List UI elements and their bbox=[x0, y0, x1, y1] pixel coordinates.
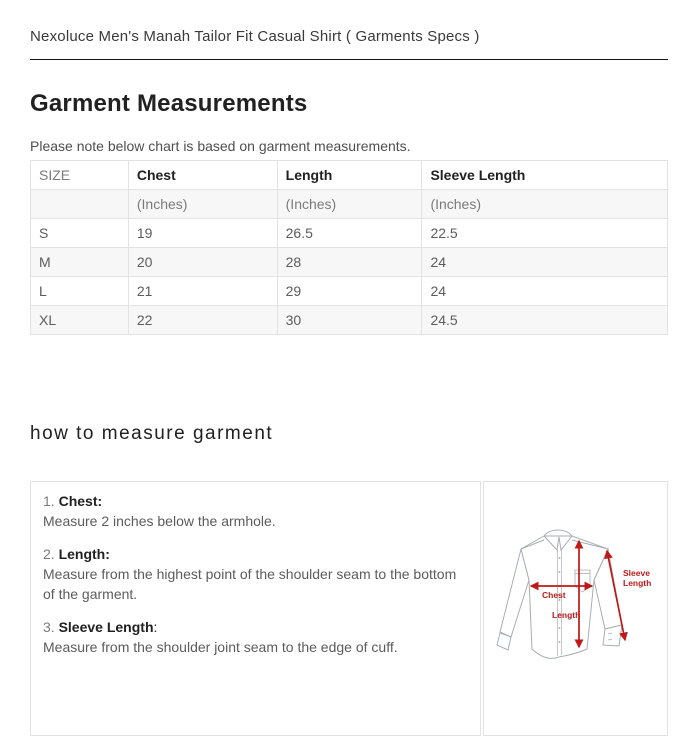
sleeve-cell: 24 bbox=[422, 248, 668, 277]
column-header-length: Length bbox=[277, 161, 422, 190]
table-units-row bbox=[31, 190, 668, 219]
table-row bbox=[31, 248, 668, 277]
size-chart-table bbox=[30, 160, 668, 335]
sleeve-arrow-label-line1: Sleeve bbox=[622, 568, 650, 578]
measurements-heading: Garment Measurements bbox=[30, 90, 308, 117]
instruction-step bbox=[43, 617, 468, 657]
step-description: Measure from the shoulder joint seam to the edge of cuff. bbox=[43, 639, 398, 655]
step-label: Length: bbox=[58, 546, 110, 562]
table-row bbox=[31, 219, 668, 248]
chest-cell: 20 bbox=[128, 248, 277, 277]
step-number: 1. bbox=[43, 493, 55, 509]
step-label: Sleeve Length bbox=[58, 619, 154, 635]
length-cell: 28 bbox=[277, 248, 422, 277]
table-row bbox=[31, 306, 668, 335]
title-divider bbox=[30, 59, 668, 60]
step-number: 3. bbox=[43, 619, 55, 635]
sleeve-arrow-label-line2: Length bbox=[622, 578, 651, 588]
measure-instructions-box bbox=[30, 481, 481, 736]
step-title bbox=[43, 491, 468, 511]
length-cell: 30 bbox=[277, 306, 422, 335]
units-cell: (Inches) bbox=[277, 190, 422, 219]
length-cell: 26.5 bbox=[277, 219, 422, 248]
length-cell: 29 bbox=[277, 277, 422, 306]
table-header-row bbox=[31, 161, 668, 190]
column-header-sleeve-length: Sleeve Length bbox=[422, 161, 668, 190]
page-title: Nexoluce Men's Manah Tailor Fit Casual Shirt ( Garments Specs ) bbox=[30, 28, 480, 45]
size-cell: S bbox=[31, 219, 129, 248]
step-title bbox=[43, 544, 468, 564]
sleeve-cell: 22.5 bbox=[422, 219, 668, 248]
units-cell: (Inches) bbox=[128, 190, 277, 219]
column-header-size: SIZE bbox=[31, 161, 129, 190]
sleeve-cell: 24 bbox=[422, 277, 668, 306]
shirt-measurement-diagram bbox=[496, 506, 656, 701]
how-to-measure-section bbox=[30, 481, 668, 736]
step-number: 2. bbox=[43, 546, 55, 562]
chest-cell: 21 bbox=[128, 277, 277, 306]
sleeve-cell: 24.5 bbox=[422, 306, 668, 335]
instruction-step bbox=[43, 491, 468, 531]
column-header-chest: Chest bbox=[128, 161, 277, 190]
chest-cell: 22 bbox=[128, 306, 277, 335]
length-arrow-label: Length bbox=[551, 610, 580, 620]
size-cell: L bbox=[31, 277, 129, 306]
measurements-note: Please note below chart is based on garment measurements. bbox=[30, 138, 411, 154]
units-cell: (Inches) bbox=[422, 190, 668, 219]
step-description: Measure 2 inches below the armhole. bbox=[43, 513, 276, 529]
measure-diagram-box bbox=[483, 481, 668, 736]
units-cell bbox=[31, 190, 129, 219]
step-title: 3. Sleeve Length: bbox=[43, 619, 158, 635]
step-label: Chest: bbox=[58, 493, 103, 509]
instruction-step bbox=[43, 544, 468, 604]
table-row bbox=[31, 277, 668, 306]
how-to-measure-heading: how to measure garment bbox=[30, 423, 274, 444]
step-description: Measure from the highest point of the shoulder seam to the bottom of the garment. bbox=[43, 566, 457, 602]
size-cell: XL bbox=[31, 306, 129, 335]
size-cell: M bbox=[31, 248, 129, 277]
chest-arrow-label: Chest bbox=[541, 590, 566, 600]
chest-cell: 19 bbox=[128, 219, 277, 248]
